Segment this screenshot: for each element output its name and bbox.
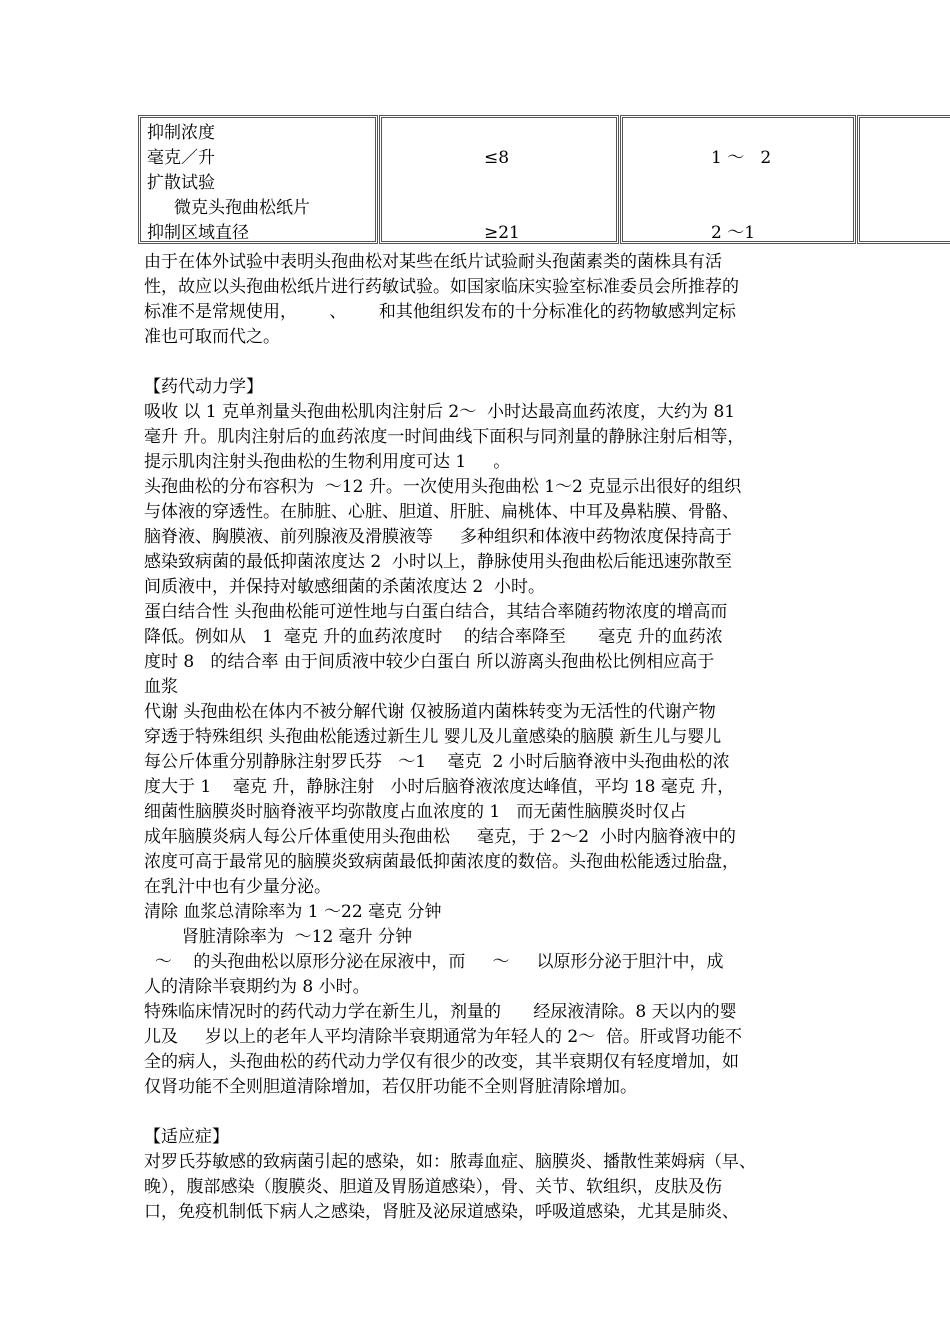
text-line: 特殊临床情况时的药代动力学在新生儿，剂量的 经尿液清除。8 天以内的婴	[144, 1002, 737, 1022]
text-line: 在乳汁中也有少量分泌。	[144, 877, 331, 897]
text-line: 每公斤体重分别静脉注射罗氏芬 ～1 毫克 2 小时后脑脊液中头孢曲松的浓	[144, 752, 730, 772]
text-line: 度时 8 的结合率 由于间质液中较少白蛋白 所以游离头孢曲松比例相应高于	[144, 652, 715, 672]
cell-value: ≤8	[484, 148, 510, 168]
section-heading: 【药代动力学】	[144, 377, 263, 397]
text-line: 准也可取而代之。	[144, 327, 280, 347]
text-line: 度大于 1 毫克 升，静脉注射 小时后脑脊液浓度达峰值，平均 18 毫克 升，	[144, 777, 735, 797]
table-cell-susceptible	[379, 115, 619, 244]
text-line: 头孢曲松的分布容积为 ～12 升。一次使用头孢曲松 1～2 克显示出很好的组织	[144, 477, 742, 497]
cell-value: 2 ～1	[711, 223, 756, 243]
text-line: 毫升 升。肌肉注射后的血药浓度一时间曲线下面积与同剂量的静脉注射后相等，	[144, 427, 745, 447]
text-line: 降低。例如从 1 毫克 升的血药浓度时 的结合率降至 毫克 升的血药浓	[144, 627, 723, 647]
row-label: 毫克／升	[147, 148, 215, 168]
text-line: 感染致病菌的最低抑菌浓度达 2 小时以上，静脉使用头孢曲松后能迅速弥散至	[144, 552, 733, 572]
text-line: 性，故应以头孢曲松纸片进行药敏试验。如国家临床实验室标准委员会所推荐的	[144, 277, 739, 297]
row-label: 扩散试验	[147, 173, 215, 193]
text-line: 浓度可高于最常见的脑膜炎致病菌最低抑菌浓度的数倍。头孢曲松能透过胎盘，	[144, 852, 739, 872]
text-line: 与体液的穿透性。在肺脏、心脏、胆道、肝脏、扁桃体、中耳及鼻粘膜、骨骼、	[144, 502, 739, 522]
text-line: 清除 血浆总清除率为 1 ～22 毫克 分钟	[144, 902, 442, 922]
text-line: 儿及 岁以上的老年人平均清除半衰期通常为年轻人的 2～ 倍。肝或肾功能不	[144, 1027, 743, 1047]
row-label: 微克头孢曲松纸片	[147, 198, 311, 218]
text-line: 人的清除半衰期约为 8 小时。	[144, 977, 370, 997]
text-line: 口，免疫机制低下病人之感染，肾脏及泌尿道感染，呼吸道感染，尤其是肺炎、	[144, 1202, 739, 1222]
cell-value: ≥21	[484, 223, 520, 243]
susceptibility-table	[138, 115, 950, 244]
text-line: 细菌性脑膜炎时脑脊液平均弥散度占血浓度的 1 而无菌性脑膜炎时仅占	[144, 802, 687, 822]
text-line: 仅肾功能不全则胆道清除增加，若仅肝功能不全则肾脏清除增加。	[144, 1077, 637, 1097]
table-cell-intermediate	[620, 115, 856, 244]
text-line: 标准不是常规使用， 、 和其他组织发布的十分标准化的药物敏感判定标	[144, 302, 736, 322]
row-label: 抑制浓度	[147, 123, 215, 143]
table-cell-labels	[138, 115, 378, 244]
text-line: 由于在体外试验中表明头孢曲松对某些在纸片试验耐头孢菌素类的菌株具有活	[144, 252, 722, 272]
text-line: 晚），腹部感染（腹膜炎、胆道及胃肠道感染），骨、关节、软组织，皮肤及伤	[144, 1177, 722, 1197]
text-line: 脑脊液、胸膜液、前列腺液及滑膜液等 多种组织和体液中药物浓度保持高于	[144, 527, 733, 547]
row-label: 抑制区域直径	[147, 223, 249, 243]
text-line: 穿透于特殊组织 头孢曲松能透过新生儿 婴儿及儿童感染的脑膜 新生儿与婴儿	[144, 727, 722, 747]
table-cell-resistant	[857, 115, 950, 244]
text-line: ～ 的头孢曲松以原形分泌在尿液中，而 ～ 以原形分泌于胆汁中，成	[144, 952, 724, 972]
text-line: 肾脏清除率为 ～12 毫升 分钟	[144, 927, 413, 947]
text-line: 对罗氏芬敏感的致病菌引起的感染，如：脓毒血症、脑膜炎、播散性莱姆病（早、	[144, 1152, 756, 1172]
text-line: 成年脑膜炎病人每公斤体重使用头孢曲松 毫克，于 2～2 小时内脑脊液中的	[144, 827, 736, 847]
text-line: 血浆	[144, 677, 178, 697]
text-line: 提示肌肉注射头孢曲松的生物利用度可达 1 。	[144, 452, 511, 472]
text-line: 全的病人，头孢曲松的药代动力学仅有很少的改变，其半衰期仅有轻度增加，如	[144, 1052, 739, 1072]
section-heading: 【适应症】	[144, 1127, 229, 1147]
text-line: 蛋白结合性 头孢曲松能可逆性地与白蛋白结合，其结合率随药物浓度的增高而	[144, 602, 728, 622]
text-line: 吸收 以 1 克单剂量头孢曲松肌肉注射后 2～ 小时达最高血药浓度，大约为 81	[144, 402, 736, 422]
cell-value: 1 ～ 2	[711, 148, 772, 168]
text-line: 代谢 头孢曲松在体内不被分解代谢 仅被肠道内菌株转变为无活性的代谢产物	[144, 702, 716, 722]
text-line: 间质液中，并保持对敏感细菌的杀菌浓度达 2 小时。	[144, 577, 546, 597]
